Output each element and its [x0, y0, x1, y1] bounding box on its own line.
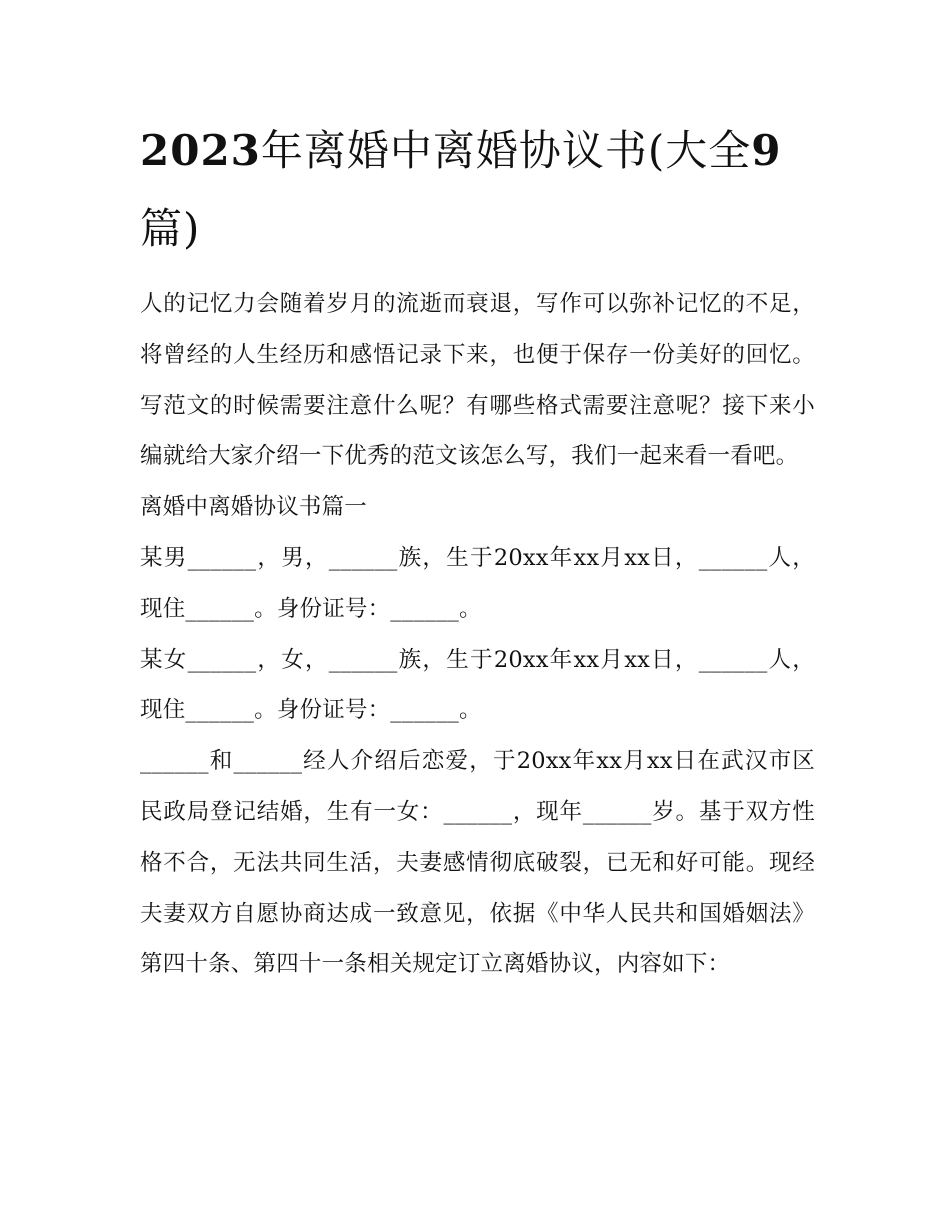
- female-party-paragraph: 某女______，女，______族，生于20xx年xx月xx日，______人，现住______。身份证号：______。: [140, 646, 815, 724]
- title-year: 2023: [140, 126, 261, 175]
- title-text: 年离婚中离婚协议书(大全: [260, 126, 752, 175]
- male-party-paragraph: 某男______，男，______族，生于20xx年xx月xx日，______人，现住______。身份证号：______。: [140, 544, 815, 622]
- marriage-background-paragraph: ______和______经人介绍后恋爱，于20xx年xx月xx日在武汉市区民政局登记结婚，生有一女：______，现年______岁。基于双方性格不合，无法共同生活，夫妻感情彻底破裂，已无和好可能。现经夫妻双方自愿协商达成一致意见，依据《中华人民共和国婚姻法》第四十条、第四十一条相关规定订立离婚协议，内容如下：: [140, 748, 815, 978]
- document-body: [140, 279, 815, 990]
- intro-paragraph: 人的记忆力会随着岁月的流逝而衰退，写作可以弥补记忆的不足，将曾经的人生经历和感悟记录下来，也便于保存一份美好的回忆。写范文的时候需要注意什么呢？有哪些格式需要注意呢？接下来小编就给大家介绍一下优秀的范文该怎么写，我们一起来看一看吧。: [140, 291, 815, 470]
- document-title: [140, 112, 820, 268]
- title-suffix: 篇): [140, 204, 201, 253]
- title-count: 9: [751, 126, 782, 175]
- section-heading: 离婚中离婚协议书篇一: [140, 494, 368, 521]
